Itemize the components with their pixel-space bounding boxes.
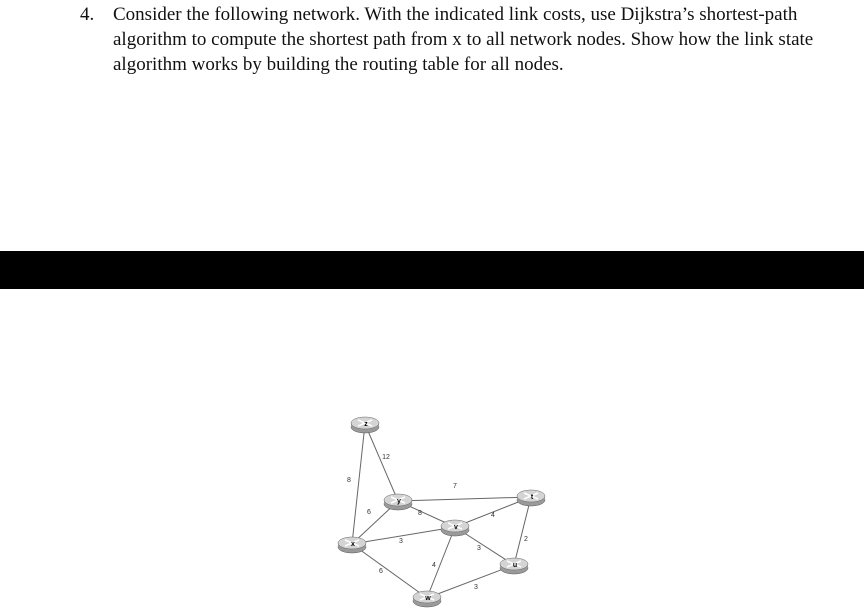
link-t-u [514, 497, 531, 565]
router-label-w: w [425, 595, 431, 602]
router-node-z [351, 417, 379, 433]
router-label-u: u [512, 562, 518, 569]
link-cost-y-v: 8 [418, 510, 422, 517]
router-label-t: t [530, 494, 534, 501]
router-node-w [413, 591, 441, 607]
link-cost-v-u: 3 [477, 545, 481, 552]
link-z-x [352, 424, 365, 544]
link-cost-z-x: 8 [347, 477, 351, 484]
router-node-u [500, 558, 528, 574]
link-cost-t-u: 2 [524, 536, 528, 543]
router-label-v: v [454, 524, 458, 531]
link-cost-v-t: 4 [491, 512, 495, 519]
link-cost-u-w: 3 [474, 584, 478, 591]
router-node-t [517, 490, 545, 506]
link-cost-x-w: 6 [379, 568, 383, 575]
router-node-v [441, 520, 469, 536]
router-node-x [338, 537, 366, 553]
link-cost-v-w: 4 [432, 562, 436, 569]
link-z-y [365, 424, 398, 501]
question-number: 4. [80, 4, 95, 25]
router-label-y: y [397, 498, 401, 505]
link-cost-y-x: 6 [367, 509, 371, 516]
link-x-w [352, 544, 427, 598]
link-cost-x-v: 3 [399, 538, 403, 545]
question-text: Consider the following network. With the indicated link costs, use Dijkstra’s shortest-path algorithm to compute the shortest path from x to all network nodes. Show how the link state algorithm works by building the routing table for all nodes. [113, 4, 814, 75]
router-label-z: z [364, 421, 368, 428]
link-cost-y-t: 7 [453, 483, 457, 490]
router-label-x: x [351, 541, 355, 548]
router-node-y [384, 494, 412, 510]
link-y-t [398, 497, 531, 501]
link-cost-z-y: 12 [382, 454, 390, 461]
